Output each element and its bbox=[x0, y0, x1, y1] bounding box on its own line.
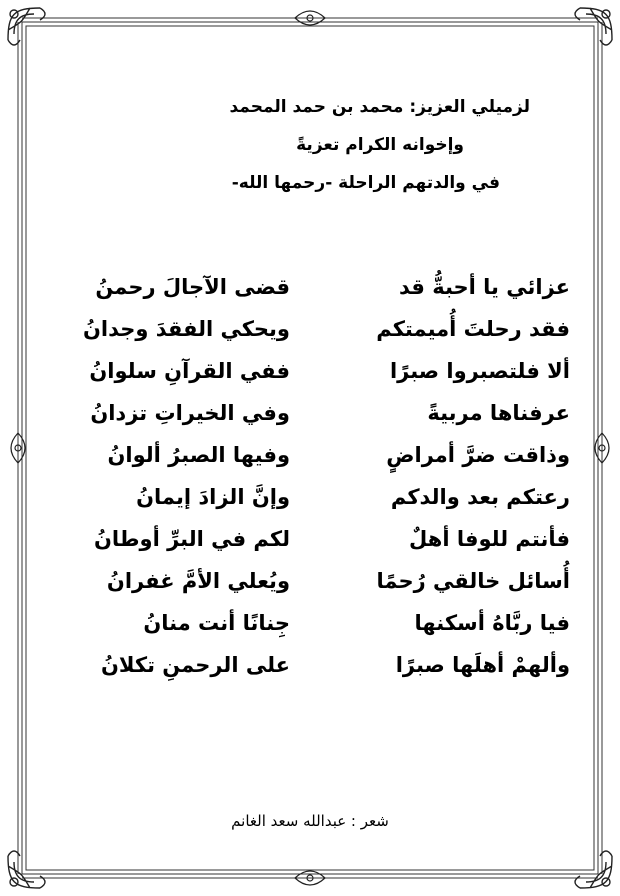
second-hemistich: وإنَّ الزادَ إيمانُ bbox=[136, 485, 290, 509]
dedication-header bbox=[100, 88, 530, 202]
first-hemistich: وألهمْ أهلَها صبرًا bbox=[395, 653, 570, 677]
second-hemistich: وفي الخيراتِ تزدانُ bbox=[90, 401, 290, 425]
first-hemistich: وذاقت ضرَّ أمراضٍ bbox=[386, 443, 570, 467]
first-hemistich: أُسائل خالقي رُحمًا bbox=[376, 569, 570, 593]
poem-verse bbox=[50, 434, 580, 476]
first-hemistich: عرفناها مربيةً bbox=[427, 401, 570, 425]
poem-verse bbox=[50, 350, 580, 392]
second-hemistich: ففي القرآنِ سلوانُ bbox=[89, 359, 290, 383]
second-hemistich: قضى الآجالَ رحمنُ bbox=[95, 275, 290, 299]
poet-credit: شعر : عبدالله سعد الغانم bbox=[231, 812, 389, 830]
first-hemistich: عزائي يا أحبةُّ قد bbox=[399, 275, 570, 299]
poem-verse bbox=[50, 308, 580, 350]
second-hemistich: وفيها الصبرُ ألوانُ bbox=[107, 443, 290, 467]
first-hemistich: فيا ربَّاهُ أسكنها bbox=[414, 611, 570, 635]
poem-verse bbox=[50, 560, 580, 602]
dedication-line: في والدتهم الراحلة -رحمها الله- bbox=[231, 173, 500, 193]
second-hemistich: ويحكي الفقدَ وجدانُ bbox=[82, 317, 290, 341]
poem-verse bbox=[50, 644, 580, 686]
second-hemistich: على الرحمنِ تكلانُ bbox=[100, 653, 290, 677]
poem-verse bbox=[50, 518, 580, 560]
second-hemistich: جِنانًا أنت منانُ bbox=[143, 611, 290, 635]
poem-verse bbox=[50, 266, 580, 308]
second-hemistich: لكم في البرِّ أوطانُ bbox=[93, 527, 290, 551]
poem-verse bbox=[50, 602, 580, 644]
poem bbox=[50, 266, 580, 686]
first-hemistich: فقد رحلتَ أُميمتكم bbox=[376, 317, 570, 341]
first-hemistich: فأنتم للوفا أهلٌ bbox=[409, 527, 570, 551]
poem-verse bbox=[50, 392, 580, 434]
dedication-line: وإخوانه الكرام تعزيةً bbox=[296, 135, 464, 155]
dedication-line: لزميلي العزيز: محمد بن حمد المحمد bbox=[229, 97, 530, 117]
second-hemistich: ويُعلي الأمَّ غفرانُ bbox=[106, 569, 290, 593]
first-hemistich: ألا فلتصبروا صبرًا bbox=[389, 359, 570, 383]
poem-verse bbox=[50, 476, 580, 518]
first-hemistich: رعتكم بعد والدكم bbox=[390, 485, 570, 509]
